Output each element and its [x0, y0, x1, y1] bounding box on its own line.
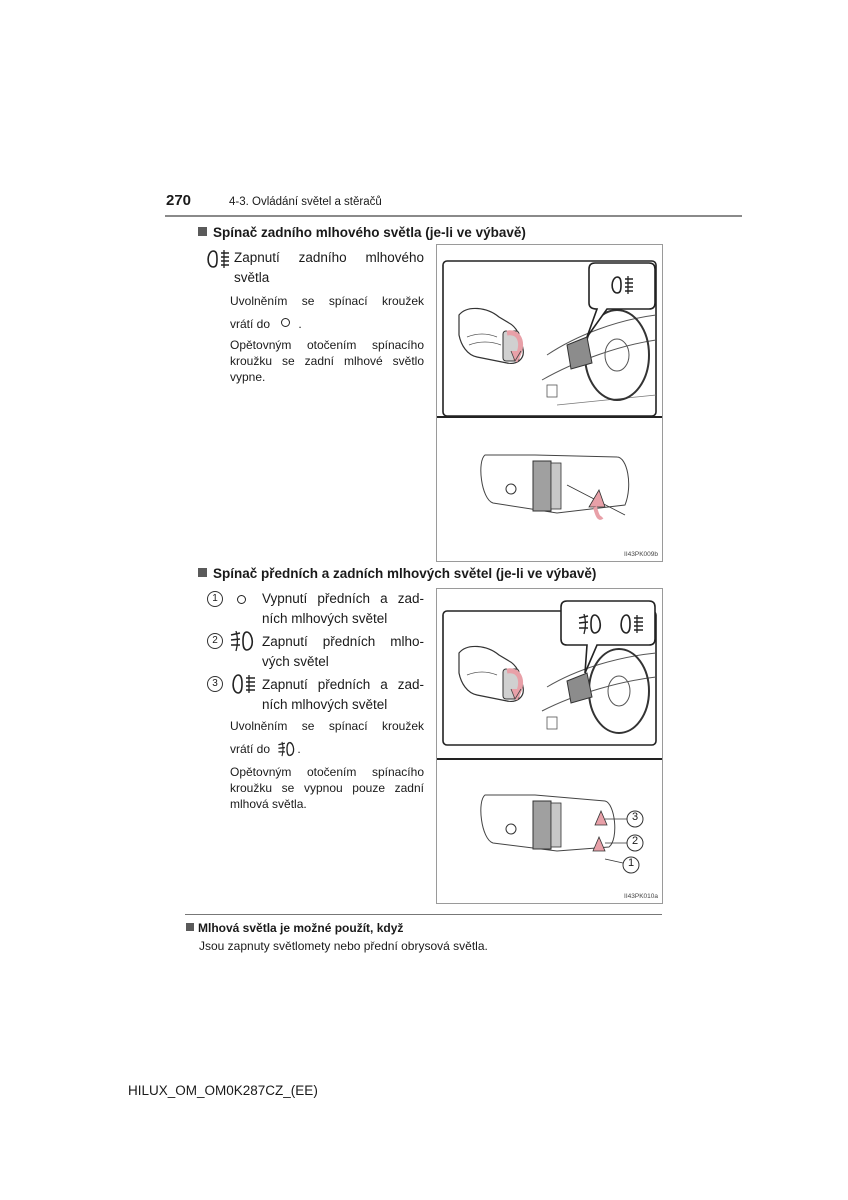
note-heading: Mlhová světla je možné použít, když — [186, 921, 403, 935]
callout-2: 2 — [631, 835, 639, 847]
callout-3: 3 — [631, 811, 639, 823]
rear-fog-item-line2: světla — [234, 270, 270, 285]
header-rule — [165, 215, 742, 217]
off-position-icon — [237, 595, 246, 604]
front-release-line1: Uvolněním se spínací kroužek — [230, 719, 424, 733]
callout-1: 1 — [627, 857, 635, 869]
rear-fog-item-line1: Zapnutí zadního mlhového — [234, 250, 424, 265]
item-2-line2: vých světel — [262, 654, 329, 669]
footer-code: HILUX_OM_OM0K287CZ_(EE) — [128, 1083, 318, 1098]
item-3-line1: Zapnutí předních a zad- — [262, 677, 424, 692]
rear-release-line2: vrátí do . — [230, 317, 302, 331]
item-number: 1 — [207, 591, 223, 607]
item-number: 3 — [207, 676, 223, 692]
rear-turn-text: Opětovným otočením spínacího kroužku se zadní mlhové světlo vypne. — [230, 338, 424, 384]
rear-fog-heading: Spínač zadního mlhového světla (je-li ve výbavě) — [198, 225, 526, 240]
front-rear-fog-heading: Spínač předních a zadních mlhových světel (je-li ve výbavě) — [198, 566, 596, 581]
item-2-line1: Zapnutí předních mlho- — [262, 634, 424, 649]
note-rule — [185, 914, 662, 915]
rear-release-line1: Uvolněním se spínací kroužek — [230, 294, 424, 308]
front-figure-code: II43PK010a — [624, 893, 658, 900]
rear-fog-light-icon — [229, 673, 257, 700]
bullet-square — [198, 227, 207, 236]
bullet-square — [186, 923, 194, 931]
front-rear-fog-figure — [436, 588, 663, 904]
off-position-icon — [281, 318, 290, 327]
section-title: 4-3. Ovládání světel a stěračů — [229, 196, 382, 208]
page-number: 270 — [166, 192, 192, 209]
front-turn-text: Opětovným otočením spínacího kroužku se vypnou pouze zadní mlhová světla. — [230, 765, 424, 811]
front-fog-light-icon — [277, 741, 297, 761]
front-release-line2: vrátí do . — [230, 741, 301, 761]
note-text: Jsou zapnuty světlomety nebo přední obrysová světla. — [199, 939, 488, 953]
item-1-line1: Vypnutí předních a zad- — [262, 591, 424, 606]
rear-fog-light-icon — [205, 249, 231, 274]
rear-figure-code: II43PK009b — [624, 551, 658, 558]
item-1-line2: ních mlhových světel — [262, 611, 388, 626]
item-3-line2: ních mlhových světel — [262, 697, 388, 712]
rear-fog-figure — [436, 244, 663, 562]
item-number: 2 — [207, 633, 223, 649]
bullet-square — [198, 568, 207, 577]
front-fog-light-icon — [229, 630, 257, 657]
